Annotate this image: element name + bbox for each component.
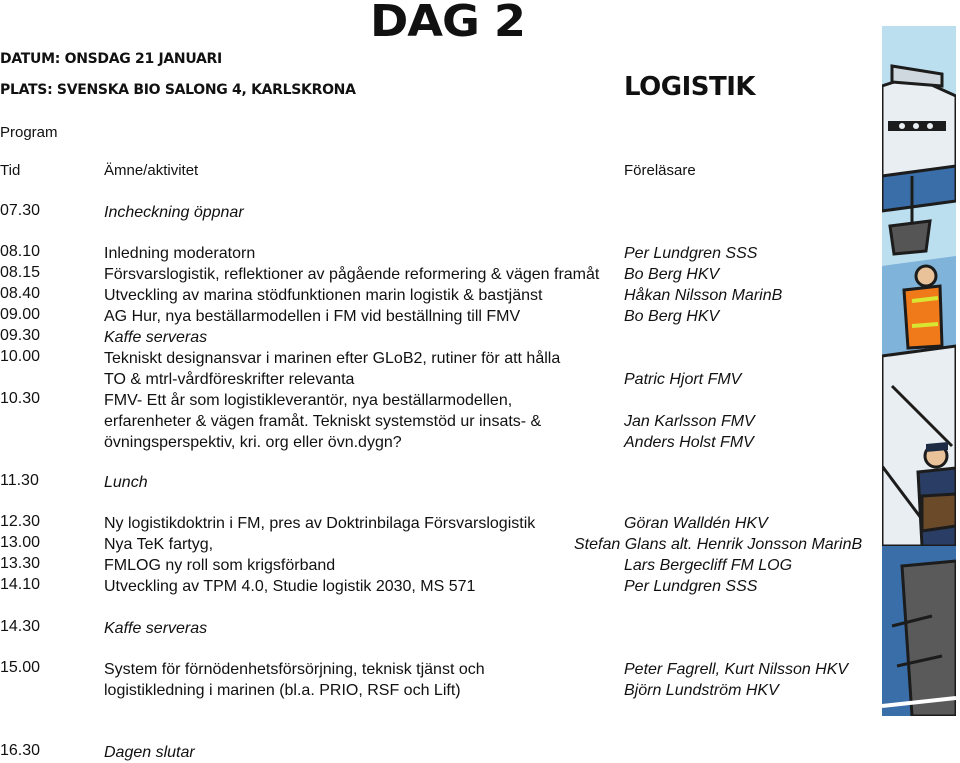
- activity-line: Kaffe serveras: [104, 329, 208, 346]
- speaker-line: Per Lundgren SSS: [624, 245, 758, 262]
- row-speaker: [624, 576, 757, 597]
- row-activity: [104, 618, 207, 639]
- naval-illustration-icon: [882, 26, 956, 716]
- activity-line: FMLOG ny roll som krigsförband: [104, 557, 336, 574]
- activity-line: Dagen slutar: [104, 744, 195, 761]
- row-time: 07.30: [0, 202, 41, 219]
- date-line: DATUM: ONSDAG 21 JANUARI: [0, 51, 222, 67]
- speaker-line: Stefan Glans alt. Henrik Jonsson MarinB: [574, 536, 863, 553]
- row-time: 13.00: [0, 534, 41, 551]
- activity-line: Ny logistikdoktrin i FM, pres av Doktrinbilaga Försvarslogistik: [104, 515, 536, 532]
- speaker-line: Jan Karlsson FMV: [624, 413, 755, 430]
- speaker-line: Göran Walldén HKV: [624, 515, 768, 532]
- row-activity: [104, 534, 213, 555]
- row-speaker: [624, 348, 741, 390]
- row-time: 09.00: [0, 306, 41, 323]
- row-time: 08.10: [0, 243, 41, 260]
- activity-line: Kaffe serveras: [104, 620, 208, 637]
- row-speaker: [624, 659, 848, 701]
- row-activity: [104, 264, 599, 285]
- row-activity: [104, 513, 535, 534]
- column-header-activity: Ämne/aktivitet: [104, 162, 199, 179]
- row-speaker: [624, 513, 768, 534]
- row-time: 10.30: [0, 390, 41, 407]
- activity-line: erfarenheter & vägen framåt. Tekniskt systemstöd ur insats- &: [104, 413, 542, 430]
- row-time: 11.30: [0, 472, 39, 489]
- row-time: 14.10: [0, 576, 41, 593]
- row-activity: [104, 659, 485, 701]
- program-label: Program: [0, 124, 58, 141]
- day-title: DAG 2: [370, 0, 526, 47]
- theme-title: LOGISTIK: [624, 72, 756, 102]
- activity-line: Inledning moderatorn: [104, 245, 256, 262]
- place-line: PLATS: SVENSKA BIO SALONG 4, KARLSKRONA: [0, 82, 356, 98]
- row-time: 13.30: [0, 555, 41, 572]
- row-activity: [104, 576, 475, 597]
- row-speaker: [624, 555, 792, 576]
- row-speaker: [624, 285, 782, 306]
- row-time: 10.00: [0, 348, 41, 365]
- speaker-line: [624, 348, 741, 369]
- speaker-line: [624, 390, 755, 411]
- row-speaker: [624, 390, 755, 453]
- row-time: 15.00: [0, 659, 41, 676]
- speaker-line: Håkan Nilsson MarinB: [624, 287, 783, 304]
- activity-line: System för förnödenhetsförsörjning, teknisk tjänst och: [104, 661, 485, 678]
- activity-line: Nya TeK fartyg,: [104, 536, 214, 553]
- row-speaker: [624, 264, 719, 285]
- speaker-line: Per Lundgren SSS: [624, 578, 758, 595]
- row-speaker: [624, 243, 757, 264]
- activity-line: Incheckning öppnar: [104, 204, 244, 221]
- row-speaker: [624, 306, 719, 327]
- activity-line: logistikledning i marinen (bl.a. PRIO, RSF och Lift): [104, 682, 461, 699]
- activity-line: TO & mtrl-vårdföreskrifter relevanta: [104, 371, 355, 388]
- speaker-line: Bo Berg HKV: [624, 308, 720, 325]
- activity-line: Försvarslogistik, reflektioner av pågående reformering & vägen framåt: [104, 266, 600, 283]
- activity-line: AG Hur, nya beställarmodellen i FM vid beställning till FMV: [104, 308, 521, 325]
- row-time: 08.15: [0, 264, 41, 281]
- activity-line: Utveckling av TPM 4.0, Studie logistik 2030, MS 571: [104, 578, 476, 595]
- column-header-speaker: Föreläsare: [624, 162, 696, 179]
- row-activity: [104, 285, 542, 306]
- row-activity: [104, 202, 244, 223]
- activity-line: Tekniskt designansvar i marinen efter GLoB2, rutiner för att hålla: [104, 350, 561, 367]
- speaker-line: Lars Bergecliff FM LOG: [624, 557, 793, 574]
- activity-line: FMV- Ett år som logistikleverantör, nya beställarmodellen,: [104, 392, 513, 409]
- activity-line: övningsperspektiv, kri. org eller övn.dygn?: [104, 434, 402, 451]
- activity-line: Lunch: [104, 474, 148, 491]
- speaker-line: Björn Lundström HKV: [624, 682, 779, 699]
- row-activity: [104, 472, 148, 493]
- row-activity: [104, 306, 520, 327]
- row-time: 14.30: [0, 618, 41, 635]
- speaker-line: Anders Holst FMV: [624, 434, 754, 451]
- row-activity: [104, 390, 541, 453]
- row-speaker: [574, 534, 862, 555]
- row-activity: [104, 243, 255, 264]
- row-time: 12.30: [0, 513, 41, 530]
- row-activity: [104, 348, 560, 390]
- row-time: 09.30: [0, 327, 41, 344]
- activity-line: Utveckling av marina stödfunktionen marin logistik & bastjänst: [104, 287, 543, 304]
- row-time: 16.30: [0, 742, 41, 759]
- column-header-time: Tid: [0, 162, 21, 179]
- speaker-line: Peter Fagrell, Kurt Nilsson HKV: [624, 661, 849, 678]
- row-time: 08.40: [0, 285, 41, 302]
- speaker-line: Bo Berg HKV: [624, 266, 720, 283]
- row-activity: [104, 555, 335, 576]
- speaker-line: Patric Hjort FMV: [624, 371, 742, 388]
- row-activity: [104, 327, 207, 348]
